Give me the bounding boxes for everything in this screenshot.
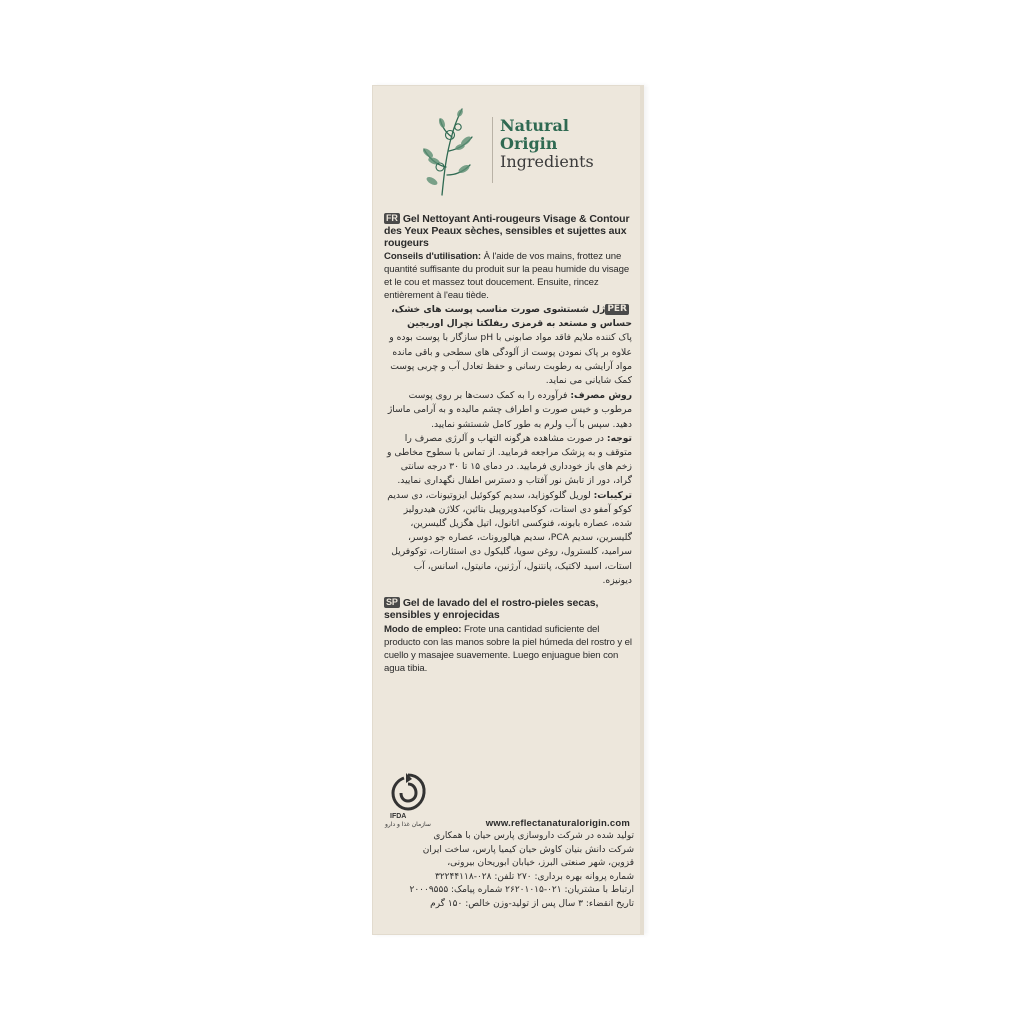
- french-usage: [384, 250, 632, 302]
- ifda-label-fa: سازمان غذا و دارو: [385, 821, 431, 828]
- persian-usage-text: فرآورده را به کمک دست‌ها بر روی پوست مرطوب و خیس صورت و اطراف چشم مالیده و به آرامی ماساژ دهید. سپس با آب ولرم به طور کامل شستشو نمایید.: [387, 390, 632, 430]
- ifda-logo-icon: [388, 771, 428, 813]
- lang-tag-per: PER: [607, 304, 627, 314]
- spanish-title: [384, 597, 632, 621]
- french-title: [384, 213, 632, 249]
- persian-intro: پاک کننده ملایم فاقد مواد صابونی با pH سازگار با پوست بوده و علاوه بر پاک نمودن پوست از آلودگی های سطحی و باقی مانده مواد آرایشی به رطوبت رسانی و حفظ تعادل آب و چربی پوست کمک شایانی می نماید.: [389, 332, 632, 387]
- lang-tag-sp: SP: [386, 597, 398, 607]
- section-french: [384, 213, 632, 302]
- manufacturer-line: شماره پروانه بهره برداری: ۲۷۰ تلفن: ۰۲۸-۳۲۲۴۴۱۱۸: [435, 871, 634, 882]
- logo-word-origin: Origin: [500, 134, 558, 153]
- logo-divider: [492, 117, 493, 183]
- product-box-back: [372, 85, 644, 935]
- website-url: www.reflectanaturalorigin.com: [485, 818, 630, 829]
- french-title-text: Gel Nettoyant Anti-rougeurs Visage & Contour des Yeux Peaux sèches, sensibles et sujettes aux rougeurs: [384, 213, 630, 249]
- herb-sprig-icon: [416, 105, 484, 197]
- lang-tag-fr: FR: [386, 213, 398, 223]
- ifda-label: IFDA: [390, 813, 407, 820]
- section-spanish: [384, 597, 632, 675]
- spanish-usage-label: Modo de empleo:: [384, 624, 462, 635]
- logo-word-ingredients: Ingredients: [500, 152, 594, 171]
- box-edge: [640, 85, 644, 935]
- brand-logo: [416, 105, 616, 200]
- spanish-title-text: Gel de lavado del el rostro-pieles secas, sensibles y enrojecidas: [384, 597, 599, 621]
- persian-usage: [384, 389, 632, 432]
- section-persian: [384, 303, 632, 588]
- manufacturer-line: شرکت دانش بنیان کاوش حیان کیمیا پارس، ساخت ایران: [422, 844, 634, 855]
- persian-note-text: در صورت مشاهده هرگونه التهاب و آلرژی مصرف را متوقف و به پزشک مراجعه فرمایید. از تماس با سطوح مخاطی و زخم های باز خودداری فرمایید. در دمای ۱۵ تا ۳۰ درجه سانتی گراد، دور از تابش نور آفتاب و دسترس اطفال نگهداری نمایید.: [387, 432, 632, 487]
- persian-title-text: ژل شستشوی صورت مناسب پوست های خشک، حساس و مستعد به قرمزی ریفلکتا نچرال اوریجین: [391, 304, 632, 330]
- persian-ingredients: [384, 489, 632, 588]
- manufacturer-line: تاریخ انقضاء: ۳ سال پس از تولید-وزن خالص: ۱۵۰ گرم: [430, 898, 634, 909]
- persian-title: [384, 303, 632, 331]
- manufacturer-line: قزوین، شهر صنعتی البرز، خیابان ابوریحان بیرونی،: [447, 858, 634, 869]
- persian-ingredients-text: لوریل گلوکوزاید، سدیم کوکوئیل ایزوتیونات، دی سدیم کوکو آمفو دی استات، کوکامیدوپروپیل بتائین، کلاژن هیدرولیز شده، عصاره بابونه، فنوکسی اتانول، اتیل هگزیل گلیسرین، گلیسرین، سدیم PCA، سدیم هیالورونات، عصاره جو دوسر، سرامید، کلسترول، روغن سویا، گلیکول دی استئارات، توکوفریل استات، اسید لاکتیک، پانتنول، آرژنین، مانیتول، اسانس، آب دیونیزه.: [387, 489, 632, 586]
- logo-wordmark: [500, 117, 594, 171]
- persian-note-label: توجه:: [606, 432, 632, 444]
- persian-usage-label: روش مصرف:: [570, 390, 632, 402]
- spanish-usage-text: Frote una cantidad suficiente del producto con las manos sobre la piel húmeda del rostro y el cuello y masajee suavemente. Luego enjuague bien con agua tibia.: [384, 624, 632, 674]
- logo-word-natural: Natural: [500, 116, 569, 135]
- persian-ingredients-label: ترکیبات:: [593, 489, 632, 501]
- spanish-usage: [384, 623, 632, 675]
- manufacturer-line: تولید شده در شرکت داروسازی پارس حیان با همکاری: [433, 831, 634, 841]
- persian-note: [384, 432, 632, 489]
- manufacturer-info: [382, 830, 634, 912]
- french-usage-text: À l'aide de vos mains, frottez une quantité suffisante du produit sur la peau humide du visage et le cou et massez tout doucement. Ensuite, rincez entièrement à l'eau tiède.: [384, 251, 630, 301]
- french-usage-label: Conseils d'utilisation:: [384, 251, 481, 262]
- manufacturer-line: ارتباط با مشتریان: ۰۲۱-۲۶۲۰۱۰۱۵ شماره پیامک: ۲۰۰۰۹۵۵۵: [409, 885, 634, 896]
